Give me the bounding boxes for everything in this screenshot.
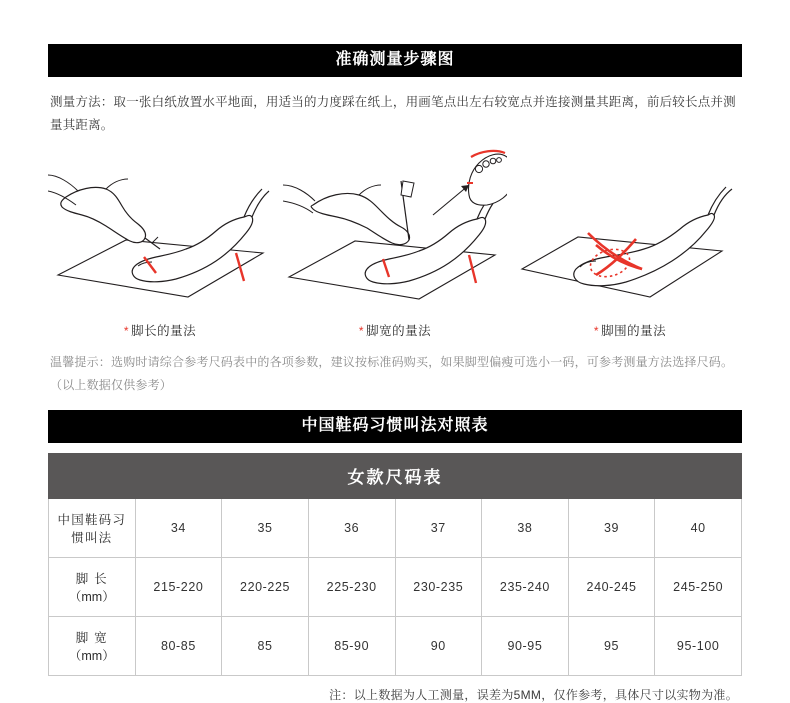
cell-width-38: 90-95: [482, 617, 569, 676]
cell-size-39: 39: [568, 499, 655, 558]
foot-length-illustration: [48, 145, 272, 315]
row-head-foot-length-label: 脚 长: [75, 572, 108, 587]
cell-length-40: 245-250: [655, 558, 742, 617]
illustration-row: [48, 145, 742, 315]
row-head-foot-width-unit: （mm）: [68, 649, 115, 664]
caption-foot-width-label: 脚宽的量法: [366, 323, 432, 338]
table-row: [49, 558, 742, 617]
cell-size-35: 35: [222, 499, 309, 558]
caption-foot-length-label: 脚长的量法: [131, 323, 197, 338]
asterisk-icon: *: [593, 323, 600, 338]
size-chart-title: 中国鞋码习惯叫法对照表: [48, 410, 742, 443]
measure-steps-title: 准确测量步骤图: [48, 44, 742, 77]
caption-row: [48, 315, 742, 339]
cell-width-40: 95-100: [655, 617, 742, 676]
table-title-row: [49, 454, 742, 499]
caption-foot-length: [48, 321, 272, 339]
warm-tip-text: 温馨提示：选购时请综合参考尺码表中的各项参数，建议按标准码购买，如果脚型偏瘦可选小一码，可参考测量方法选择尺码。（以上数据仅供参考）: [50, 354, 734, 392]
cell-length-38: 235-240: [482, 558, 569, 617]
foot-length-drawing: [48, 145, 272, 315]
cell-width-36: 85-90: [308, 617, 395, 676]
caption-foot-girth: [518, 321, 742, 339]
cell-size-36: 36: [308, 499, 395, 558]
row-head-foot-length: [49, 558, 136, 617]
caption-foot-girth-label: 脚围的量法: [601, 323, 667, 338]
measurement-note: 注：以上数据为人工测量，误差为5MM，仅作参考，具体尺寸以实物为准。: [329, 688, 738, 703]
cell-length-34: 215-220: [135, 558, 222, 617]
row-head-cn-size: [49, 499, 136, 558]
foot-width-illustration: [283, 145, 507, 315]
cell-length-39: 240-245: [568, 558, 655, 617]
row-head-foot-width: [49, 617, 136, 676]
cell-size-38: 38: [482, 499, 569, 558]
table-row: [49, 617, 742, 676]
table-row: [49, 499, 742, 558]
cell-width-39: 95: [568, 617, 655, 676]
cell-length-36: 225-230: [308, 558, 395, 617]
foot-girth-illustration: [518, 145, 742, 315]
cell-length-35: 220-225: [222, 558, 309, 617]
row-head-cn-size-label: 中国鞋码习惯叫法: [57, 513, 127, 546]
row-head-foot-width-label: 脚 宽: [75, 631, 108, 646]
asterisk-icon: *: [358, 323, 365, 338]
measure-method-text: 测量方法：取一张白纸放置水平地面，用适当的力度踩在纸上，用画笔点出左右较宽点并连接测量其距离，前后较长点并测量其距离。: [50, 94, 736, 132]
caption-foot-width: [283, 321, 507, 339]
cell-width-37: 90: [395, 617, 482, 676]
cell-width-35: 85: [222, 617, 309, 676]
size-table: [48, 453, 742, 676]
foot-girth-drawing: [518, 145, 742, 315]
cell-size-34: 34: [135, 499, 222, 558]
table-title: 女款尺码表: [49, 454, 742, 499]
asterisk-icon: *: [123, 323, 130, 338]
cell-size-37: 37: [395, 499, 482, 558]
cell-width-34: 80-85: [135, 617, 222, 676]
cell-length-37: 230-235: [395, 558, 482, 617]
foot-width-drawing: [283, 145, 507, 315]
row-head-foot-length-unit: （mm）: [68, 590, 115, 605]
size-table-wrap: [48, 453, 742, 676]
cell-size-40: 40: [655, 499, 742, 558]
